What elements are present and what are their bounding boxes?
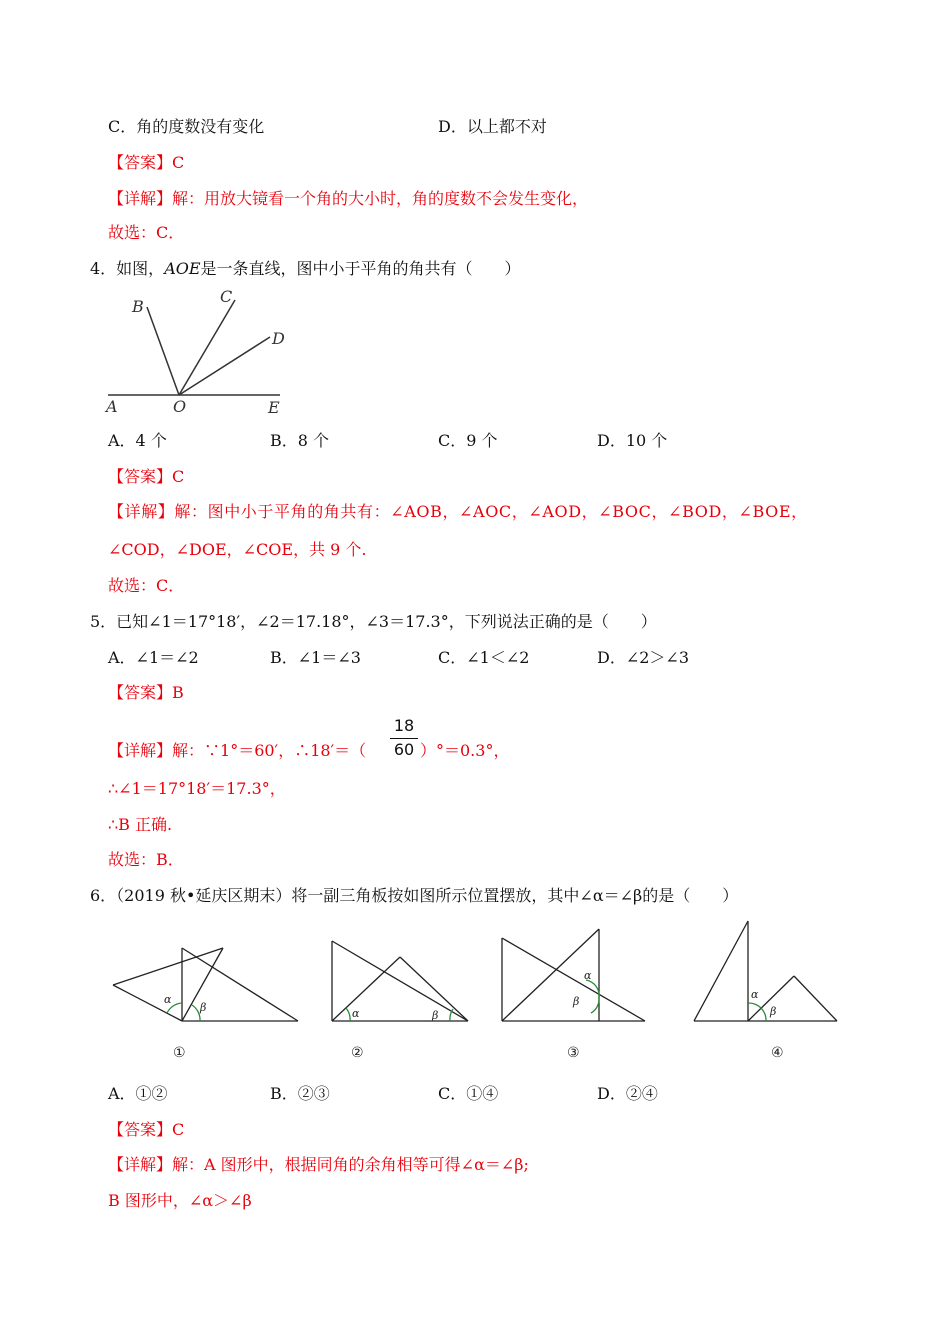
answer-label: 【答案】C	[108, 1120, 185, 1139]
angle-figure	[100, 282, 300, 422]
detail-line-2: B 图形中，∠α＞∠β	[108, 1191, 252, 1210]
detail-line	[108, 1155, 529, 1175]
question-5-stem: 5．已知∠1＝17°18′，∠2＝17.18°，∠3＝17.3°，下列说法正确的是（ ）	[90, 612, 657, 631]
option-d: D．10 个	[597, 431, 668, 450]
answer-label: 【答案】C	[108, 467, 185, 486]
option-c: C．∠1＜∠2	[438, 648, 530, 667]
fraction-numerator: 18	[393, 716, 415, 735]
ray-od	[179, 337, 270, 395]
option-a: A．①②	[108, 1084, 168, 1103]
detail-line	[108, 502, 808, 522]
stem-line-name: AOE	[164, 259, 201, 278]
ray-ob	[147, 307, 179, 395]
option-b: B．8 个	[270, 431, 330, 450]
detail-tag: 【详解】	[108, 741, 173, 760]
triangle-figure-2	[322, 935, 482, 1065]
detail-line-3: ∴B 正确.	[108, 815, 173, 834]
detail-text-pre: 解：∵1°＝60′，∴18′＝（	[172, 741, 367, 760]
question-4-stem	[90, 259, 521, 279]
detail-text: 解：A 图形中，根据同角的余角相等可得∠α＝∠β;	[172, 1155, 529, 1174]
option-a: A．4 个	[108, 431, 167, 450]
answer-label: 【答案】C	[108, 153, 185, 172]
option-d: D．②④	[597, 1084, 658, 1103]
label-e: E	[268, 398, 280, 417]
option-d: D．∠2＞∠3	[597, 648, 690, 667]
triangle-figure-1	[100, 935, 310, 1065]
label-a: A	[106, 397, 118, 416]
alpha-label: α	[584, 969, 592, 982]
detail-tag: 【详解】	[108, 1155, 173, 1174]
option-d: D．以上都不对	[438, 117, 547, 136]
answer-label: 【答案】B	[108, 683, 184, 702]
beta-label: β	[432, 1009, 439, 1022]
fraction-denominator: 60	[393, 740, 415, 759]
caption-2: ②	[351, 1045, 364, 1061]
caption-3: ③	[567, 1045, 580, 1061]
ray-oc	[179, 300, 235, 395]
beta-label: β	[770, 1005, 777, 1018]
stem-prefix: 4．如图，	[90, 259, 165, 278]
detail-text: 解：用放大镜看一个角的大小时，角的度数不会发生变化，	[172, 189, 589, 208]
detail-text: 解：图中小于平角的角共有：∠AOB，∠AOC，∠AOD，∠BOC，∠BOD，∠BOE，	[174, 502, 808, 521]
triangle-figure-4	[685, 915, 845, 1065]
option-c: C．角的度数没有变化	[108, 117, 265, 136]
detail-line	[108, 741, 366, 761]
conclusion: 故选：C．	[108, 223, 185, 242]
option-c: C．①④	[438, 1084, 499, 1103]
caption-4: ④	[771, 1045, 784, 1061]
detail-line	[108, 189, 588, 209]
beta-label: β	[573, 995, 580, 1008]
alpha-label: α	[164, 993, 172, 1006]
option-b: B．∠1＝∠3	[270, 648, 361, 667]
beta-label: β	[200, 1001, 207, 1014]
question-6-stem: 6．（2019 秋•延庆区期末）将一副三角板按如图所示位置摆放，其中∠α＝∠β的是（ ）	[90, 886, 739, 905]
label-b: B	[132, 297, 144, 316]
label-d: D	[272, 329, 285, 348]
detail-tag: 【详解】	[108, 189, 173, 208]
stem-suffix: 是一条直线，图中小于平角的角共有（ ）	[200, 259, 521, 278]
label-c: C	[220, 287, 233, 306]
fraction-bar	[390, 738, 418, 739]
detail-line-2: ∠COD，∠DOE，∠COE，共 9 个.	[108, 540, 367, 559]
option-b: B．②③	[270, 1084, 330, 1103]
triangle-figure-3	[495, 925, 655, 1065]
label-o: O	[173, 397, 187, 416]
conclusion: 故选：C．	[108, 576, 185, 595]
alpha-label: α	[352, 1007, 360, 1020]
detail-text-post: ）°＝0.3°，	[420, 741, 510, 760]
option-a: A．∠1＝∠2	[108, 648, 199, 667]
detail-line-2: ∴∠1＝17°18′＝17.3°，	[108, 779, 286, 798]
caption-1: ①	[173, 1045, 186, 1061]
option-c: C．9 个	[438, 431, 498, 450]
detail-tag: 【详解】	[108, 502, 175, 521]
alpha-label: α	[751, 988, 759, 1001]
conclusion: 故选：B．	[108, 850, 184, 869]
